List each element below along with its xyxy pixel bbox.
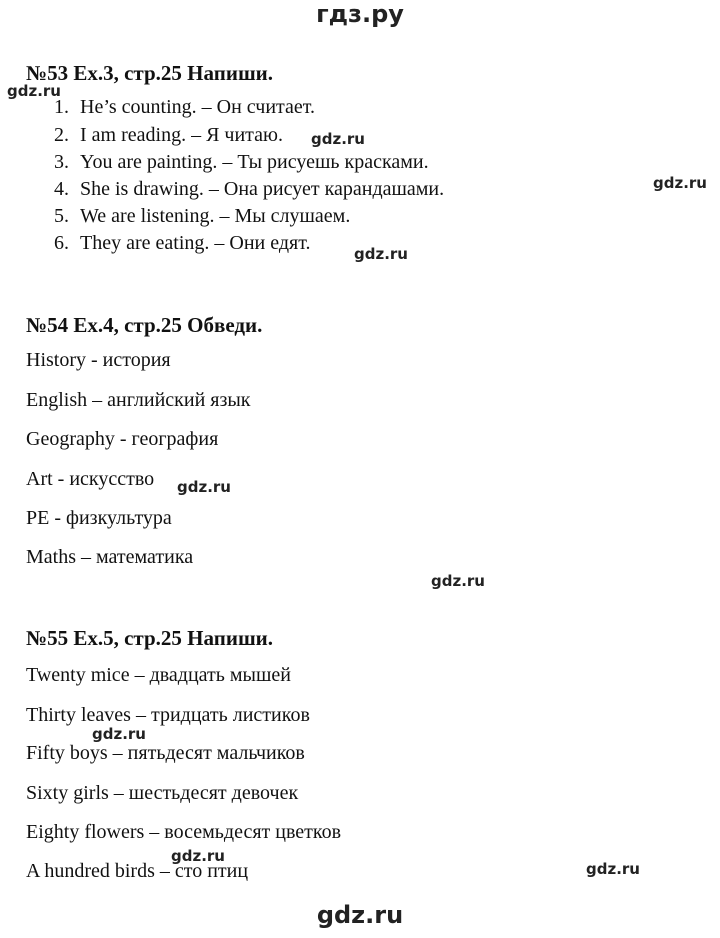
list-item	[54, 96, 315, 119]
item-number: 2.	[54, 124, 69, 146]
watermark: gdz.ru	[7, 82, 61, 100]
list-item: Sixty girls – шестьдесят девочек	[26, 782, 299, 804]
list-item: English – английский язык	[26, 389, 251, 411]
watermark: gdz.ru	[177, 478, 231, 496]
item-number: 6.	[54, 232, 69, 254]
item-number: 3.	[54, 151, 69, 173]
header-watermark: гдз.ру	[316, 0, 404, 28]
list-item: Eighty flowers – восемьдесят цветков	[26, 821, 342, 843]
item-number: 5.	[54, 205, 69, 227]
item-text: She is drawing. – Она рисует карандашами.	[80, 178, 445, 200]
section-55-title: №55 Ex.5, стр.25 Напиши.	[26, 626, 274, 650]
item-text: He’s counting. – Он считает.	[80, 96, 316, 118]
watermark: gdz.ru	[431, 572, 485, 590]
list-item: Art - искусство	[26, 468, 155, 490]
watermark: gdz.ru	[354, 245, 408, 263]
footer-watermark: gdz.ru	[316, 901, 404, 929]
item-number: 4.	[54, 178, 69, 200]
item-text: We are listening. – Мы слушаем.	[80, 205, 351, 227]
list-item: A hundred birds – сто птиц	[26, 860, 249, 882]
list-item: Geography - география	[26, 428, 219, 450]
list-item	[54, 151, 429, 174]
list-item: PE - физкультура	[26, 507, 172, 529]
item-text: They are eating. – Они едят.	[80, 232, 311, 254]
watermark: gdz.ru	[171, 847, 225, 865]
watermark: gdz.ru	[92, 725, 146, 743]
list-item	[54, 124, 283, 147]
watermark: gdz.ru	[311, 130, 365, 148]
list-item: Thirty leaves – тридцать листиков	[26, 704, 310, 726]
section-53-title: №53 Ex.3, стр.25 Напиши.	[26, 61, 274, 85]
watermark: gdz.ru	[586, 860, 640, 878]
list-item: Fifty boys – пятьдесят мальчиков	[26, 742, 305, 764]
list-item: Maths – математика	[26, 546, 194, 568]
list-item	[54, 232, 310, 255]
watermark: gdz.ru	[653, 174, 707, 192]
list-item	[54, 178, 444, 201]
item-text: You are painting. – Ты рисуешь красками.	[80, 151, 429, 173]
list-item: History - история	[26, 349, 171, 371]
list-item: Twenty mice – двадцать мышей	[26, 664, 291, 686]
item-text: I am reading. – Я читаю.	[80, 124, 283, 146]
item-number: 1.	[54, 96, 69, 118]
list-item	[54, 205, 350, 228]
section-54-title: №54 Ex.4, стр.25 Обведи.	[26, 313, 263, 337]
